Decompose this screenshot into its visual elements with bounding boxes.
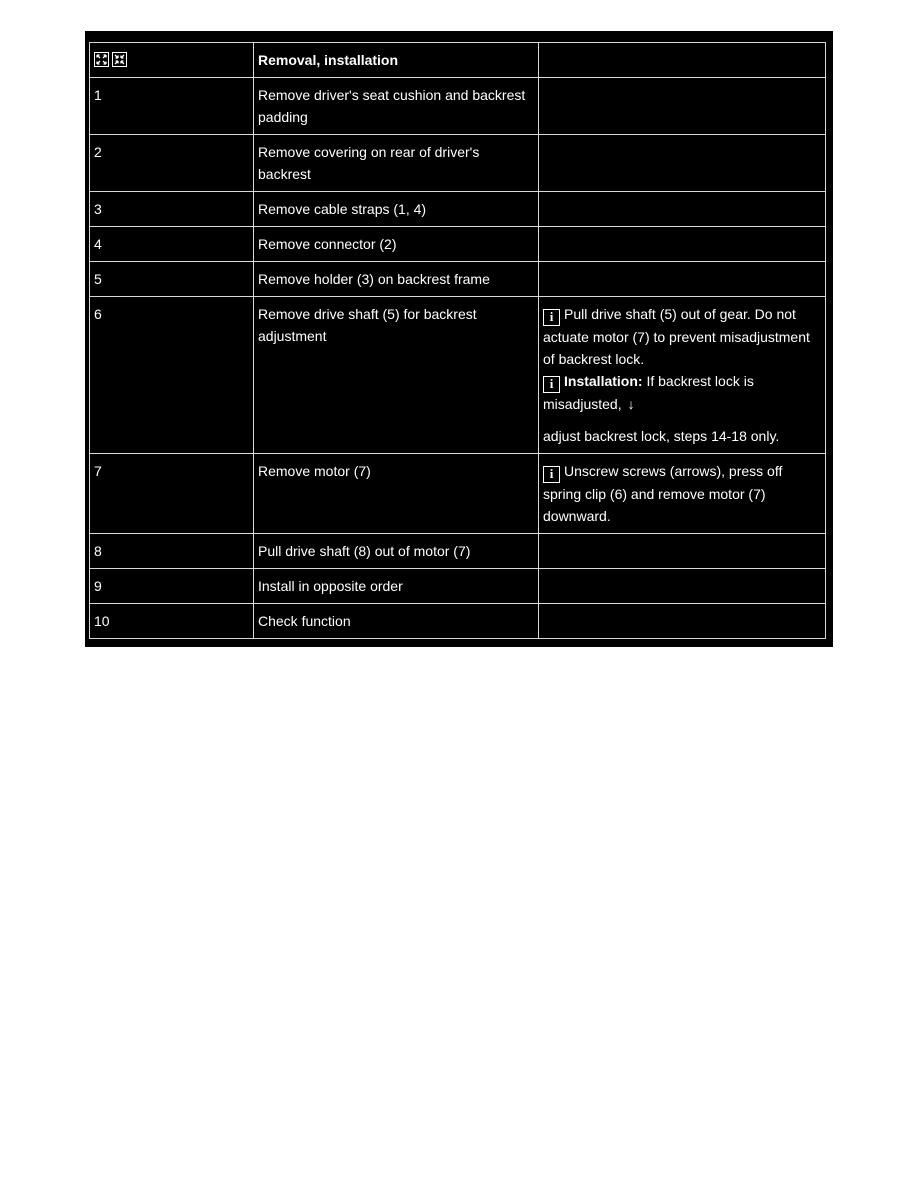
procedure-panel <box>85 31 833 647</box>
table-row <box>90 454 826 534</box>
step-number: 9 <box>90 569 254 604</box>
table-row <box>90 534 826 569</box>
step-note <box>539 135 826 192</box>
table-row <box>90 227 826 262</box>
step-action: Remove connector (2) <box>254 227 539 262</box>
step-action: Remove drive shaft (5) for backrest adjustment <box>254 297 539 454</box>
step-note <box>539 227 826 262</box>
table-row <box>90 78 826 135</box>
step-number: 10 <box>90 604 254 639</box>
table-row <box>90 297 826 454</box>
step-note <box>539 454 826 534</box>
table-row <box>90 604 826 639</box>
info-icon: i <box>543 309 560 326</box>
step-note <box>539 604 826 639</box>
table-row <box>90 262 826 297</box>
step-action: Pull drive shaft (8) out of motor (7) <box>254 534 539 569</box>
note-label: Installation: <box>564 373 643 389</box>
step-action: Check function <box>254 604 539 639</box>
step-number: 7 <box>90 454 254 534</box>
step-note <box>539 78 826 135</box>
arrow-down-icon: ↓ <box>627 396 635 412</box>
step-action: Remove cable straps (1, 4) <box>254 192 539 227</box>
table-title: Removal, installation <box>254 43 539 78</box>
note-text: adjust backrest lock, steps 14-18 only. <box>543 428 780 444</box>
info-icon: i <box>543 466 560 483</box>
step-note <box>539 534 826 569</box>
collapse-icon[interactable] <box>112 52 127 67</box>
table-header-row <box>90 43 826 78</box>
step-action: Install in opposite order <box>254 569 539 604</box>
info-icon: i <box>543 376 560 393</box>
header-icons-cell <box>90 43 254 78</box>
step-note <box>539 569 826 604</box>
step-action: Remove motor (7) <box>254 454 539 534</box>
step-number: 2 <box>90 135 254 192</box>
step-action: Remove holder (3) on backrest frame <box>254 262 539 297</box>
step-action: Remove covering on rear of driver's backrest <box>254 135 539 192</box>
step-action: Remove driver's seat cushion and backrest padding <box>254 78 539 135</box>
expand-icon[interactable] <box>94 52 109 67</box>
table-row <box>90 569 826 604</box>
step-note <box>539 192 826 227</box>
step-note <box>539 297 826 454</box>
step-number: 8 <box>90 534 254 569</box>
table-row <box>90 192 826 227</box>
header-note-cell <box>539 43 826 78</box>
procedure-table <box>89 42 826 639</box>
note-text: If backrest lock is misadjusted, <box>543 373 754 412</box>
step-note <box>539 262 826 297</box>
table-row <box>90 135 826 192</box>
step-number: 3 <box>90 192 254 227</box>
step-number: 4 <box>90 227 254 262</box>
step-number: 6 <box>90 297 254 454</box>
step-number: 5 <box>90 262 254 297</box>
note-text: Pull drive shaft (5) out of gear. Do not actuate motor (7) to prevent misadjustment of backrest lock. <box>543 306 810 367</box>
step-number: 1 <box>90 78 254 135</box>
note-text: Unscrew screws (arrows), press off spring clip (6) and remove motor (7) downward. <box>543 463 783 524</box>
